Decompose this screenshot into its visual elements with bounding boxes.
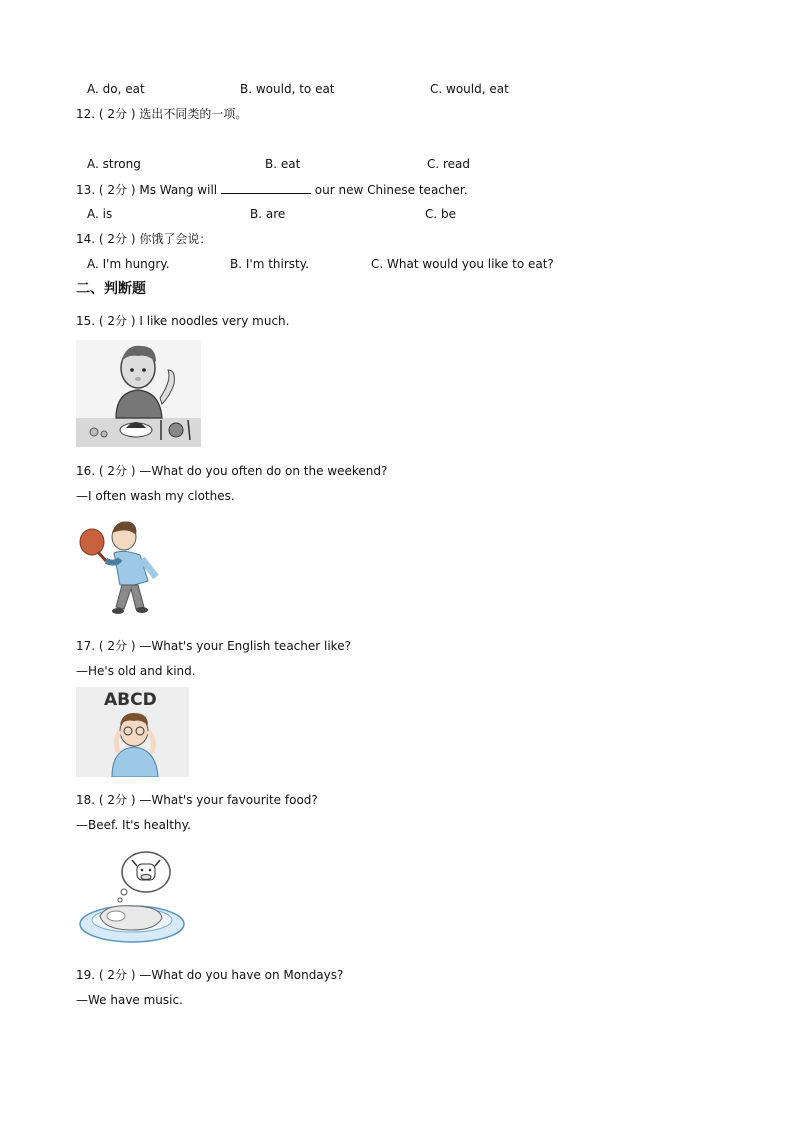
q14-question xyxy=(76,232,211,246)
question-text-before: Ms Wang will xyxy=(139,183,218,197)
teacher-icon xyxy=(76,687,189,777)
boy-eating-illustration xyxy=(76,340,201,447)
question-number: 13. xyxy=(76,183,96,197)
question-text: —What's your English teacher like? xyxy=(139,639,351,653)
question-number: 12. xyxy=(76,107,96,121)
q13-option-b: B. are xyxy=(250,207,286,221)
question-text: I like noodles very much. xyxy=(139,314,290,328)
question-score: ( 2分 ) xyxy=(98,793,136,807)
question-text: 选出不同类的一项。 xyxy=(139,107,248,121)
q14-option-a: A. I'm hungry. xyxy=(87,257,170,271)
boy-playing-ping-pong-illustration xyxy=(76,515,166,620)
q16-answer: —I often wash my clothes. xyxy=(76,489,235,503)
question-number: 18. xyxy=(76,793,96,807)
q12-option-a: A. strong xyxy=(87,157,141,171)
answer-blank xyxy=(221,182,311,194)
question-text-after: our new Chinese teacher. xyxy=(314,183,468,197)
q12-question xyxy=(76,107,247,121)
q19-answer: —We have music. xyxy=(76,993,183,1007)
q15-question xyxy=(76,314,289,328)
question-number: 19. xyxy=(76,968,96,982)
beef-plate-illustration xyxy=(76,850,191,948)
q14-option-c: C. What would you like to eat? xyxy=(371,257,554,271)
q13-option-a: A. is xyxy=(87,207,113,221)
question-score: ( 2分 ) xyxy=(98,968,136,982)
q14-option-b: B. I'm thirsty. xyxy=(230,257,309,271)
question-text: —What do you have on Mondays? xyxy=(139,968,344,982)
question-number: 17. xyxy=(76,639,96,653)
q12-option-b: B. eat xyxy=(265,157,301,171)
teacher-illustration xyxy=(76,687,189,777)
question-score: ( 2分 ) xyxy=(98,107,136,121)
q12-option-c: C. read xyxy=(427,157,471,171)
question-text: —What do you often do on the weekend? xyxy=(139,464,388,478)
question-score: ( 2分 ) xyxy=(98,639,136,653)
q18-question xyxy=(76,793,318,807)
question-score: ( 2分 ) xyxy=(98,183,136,197)
q13-question xyxy=(76,182,468,197)
question-number: 16. xyxy=(76,464,96,478)
q11-option-a: A. do, eat xyxy=(87,82,145,96)
q19-question xyxy=(76,968,343,982)
q17-answer: —He's old and kind. xyxy=(76,664,196,678)
q16-question xyxy=(76,464,387,478)
section-title: 二、判断题 xyxy=(76,281,146,297)
q18-answer: —Beef. It's healthy. xyxy=(76,818,191,832)
question-score: ( 2分 ) xyxy=(98,232,136,246)
question-score: ( 2分 ) xyxy=(98,464,136,478)
question-score: ( 2分 ) xyxy=(98,314,136,328)
question-number: 15. xyxy=(76,314,96,328)
q17-question xyxy=(76,639,351,653)
board-text: ABCD xyxy=(104,690,157,710)
question-text: —What's your favourite food? xyxy=(139,793,318,807)
q13-option-c: C. be xyxy=(425,207,457,221)
question-number: 14. xyxy=(76,232,96,246)
q11-option-c: C. would, eat xyxy=(430,82,509,96)
question-text: 你饿了会说： xyxy=(139,232,212,246)
q11-option-b: B. would, to eat xyxy=(240,82,335,96)
